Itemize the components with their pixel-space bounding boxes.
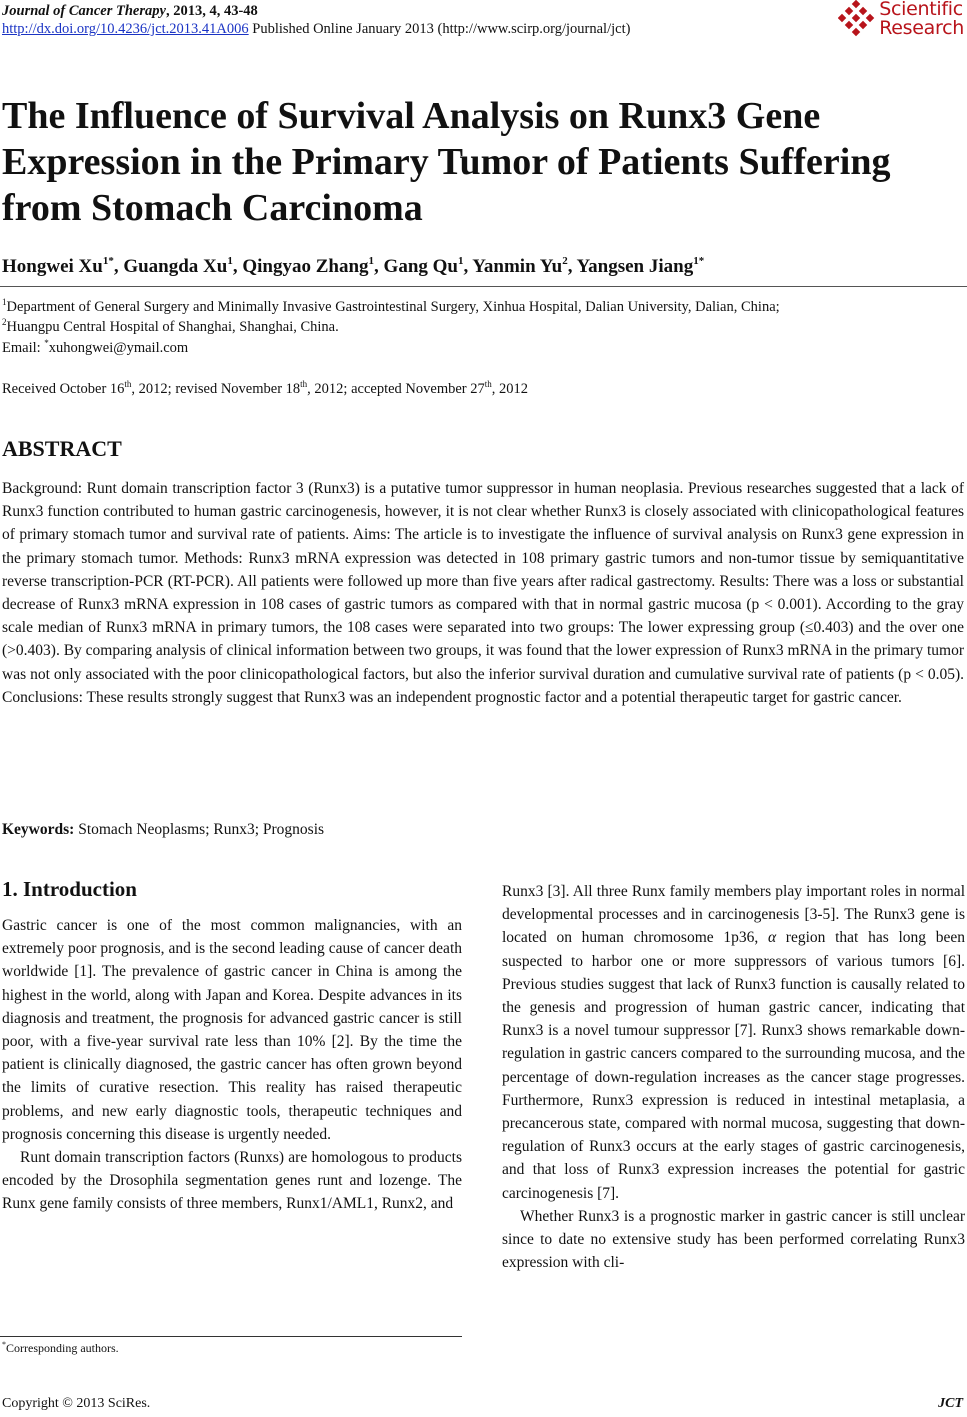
publisher-logo — [838, 0, 964, 38]
journal-name: Journal of Cancer Therapy — [2, 3, 166, 19]
logo-line1: Scientific — [879, 0, 963, 20]
author: Yanmin Yu$^2$, — [472, 255, 577, 277]
author: Hongwei $Xu^{1*}$, — [2, 255, 124, 277]
paragraph: Runx3 [3]. All three Runx family members play important roles in normal developmental processes and in carcinogenesis [3-5]. The Runx3 gene is located on human chromosome 1p36, α region that has long been suspected to harbor one or more suppressors of various tumors [6]. Previous studies suggest that lack of Runx3 function is causally related to the genesis and progression of human gastric cancer, indicating that Runx3 is a novel tumour suppressor [7]. Runx3 shows remarkable down-regulation in gastric cancers compared to the surrounding mucosa, and the percentage of down-regulation increases as the cancer stage progresses. Furthermore, Runx3 expression is reduced in intestinal metaplasia, a precancerous state, compared with normal mucosa, suggesting that down-regulation of Runx3 occurs at the early stages of gastric carcinogenesis, and that loss of Runx3 expression increases the potential for gastric carcinogenesis [7]. — [502, 883, 965, 1202]
author: Yangsen Jiang$^{1*}$ — [576, 255, 705, 277]
paragraph: Gastric cancer is one of the most common malignancies, with an extremely poor prognosis, and is the second leading cause of cancer death worldwide [1]. The prevalence of gastric cancer in China is among the highest in the world, along with Japan and Korea. Despite advances in its diagnosis and treatment, the prognosis for advanced gastric cancer is still poor, with a five-year survival rate less than 10% [2]. By the time the patient is clinically diagnosed, the gastric cancer has often grown beyond the limits of curative resection. This reality has raised therapeutic problems, and new early diagnostic tools, therapeutic techniques and prognosis concerning this disease is urgently needed. — [2, 917, 462, 1143]
doi-link[interactable]: http://dx.doi.org/10.4236/jct.2013.41A006 — [2, 21, 249, 37]
keywords-label: Keywords: — [2, 821, 75, 838]
email-address[interactable]: xuhongwei@ymail.com — [48, 340, 189, 356]
author: Qingyao Zhang$^1$, — [242, 255, 384, 277]
title-divider — [0, 286, 967, 287]
paragraph: Runt domain transcription factors (Runxs) are homologous to products encoded by the Drosophila segmentation genes runt and lozenge. The Runx gene family consists of three members, Runx1/AML1, Runx2, and — [2, 1149, 462, 1213]
author: Gang Qu$^1$, — [383, 255, 473, 277]
copyright-notice: Copyright © 2013 SciRes. — [2, 1396, 151, 1411]
abstract-heading: ABSTRACT — [2, 436, 122, 461]
abstract-body: Background: Runt domain transcription factor 3 (Runx3) is a putative tumor suppressor in human neoplasia. Previous researches suggested that a lack of Runx3 function contributed to human gastric carcinogenesis, however, it is not clear whether Runx3 is closely associated with clinicopathological features of primary stomach tumor and survival rate of patients. Aims: The article is to investigate the influence of survival analysis on Runx3 gene expression in the primary stomach tumor. Methods: Runx3 mRNA expression was detected in 108 primary gastric tumors and non-tumor tissue by semiquantitative reverse transcription-PCR (RT-PCR). All patients were followed up more than five years after radical gastrectomy. Results: There was a loss or substantial decrease of Runx3 mRNA expression in 108 cases of gastric tumors as compared with that in normal gastric mucosa (p < 0.001). According to the gray scale median of Runx3 mRNA in primary tumors, the 108 cases were separated into two groups: The lower expressing group (≤0.403) and the over one (>0.403). By comparing analysis of clinical information between two groups, it was found that the lower expression of Runx3 mRNA in the primary tumor was not only associated with the poor clinicopathological factors, but also the inferior survival duration and cumulative survival rate of patients (p < 0.05). Conclusions: These results strongly suggest that Runx3 was an independent prognostic factor and a potential therapeutic target for gastric cancer. — [2, 480, 964, 706]
right-column — [502, 880, 965, 1274]
journal-issue: , 2013, 4, 43-48 — [165, 3, 258, 19]
scirp-logo-icon — [838, 0, 876, 38]
left-column — [2, 914, 462, 1216]
paragraph: Whether Runx3 is a prognostic marker in gastric cancer is still unclear since to date no extensive study has been performed correlating Runx3 expression with cli- — [502, 1207, 965, 1272]
author: Guangda Xu$^1$, — [123, 255, 243, 277]
doi-line — [2, 20, 630, 38]
journal-abbreviation: JCT — [938, 1396, 963, 1411]
section-heading-introduction: 1. Introduction — [2, 877, 137, 901]
published-note: Published Online January 2013 (http://www.scirp.org/journal/jct) — [248, 21, 631, 37]
footnote-divider — [0, 1336, 462, 1337]
affiliation-1: $^1$Department of General Surgery and Minimally Invasive Gastrointestinal Surgery, Xinhua Hospital, Dalian University, Dalian, China; — [2, 297, 780, 315]
footnote: *Corresponding authors. — [2, 1340, 119, 1355]
keywords-text: Stomach Neoplasms; Runx3; Prognosis — [74, 821, 325, 838]
author-list — [2, 256, 704, 278]
journal-citation — [2, 2, 258, 20]
paper-title: The Influence of Survival Analysis on Runx3 Gene Expression in the Primary Tumor of Patients Suffering from Stomach Carcinoma — [2, 95, 891, 229]
logo-line2: Research — [879, 17, 964, 39]
email-line: Email: *xuhongwei@ymail.com — [2, 338, 189, 356]
received-dates: Received October 16th, 2012; revised November 18th, 2012; accepted November 27th, 2012 — [2, 379, 528, 397]
keywords — [2, 821, 324, 839]
affiliation-2: $^2$Huangpu Central Hospital of Shanghai, Shanghai, China. — [2, 317, 339, 335]
